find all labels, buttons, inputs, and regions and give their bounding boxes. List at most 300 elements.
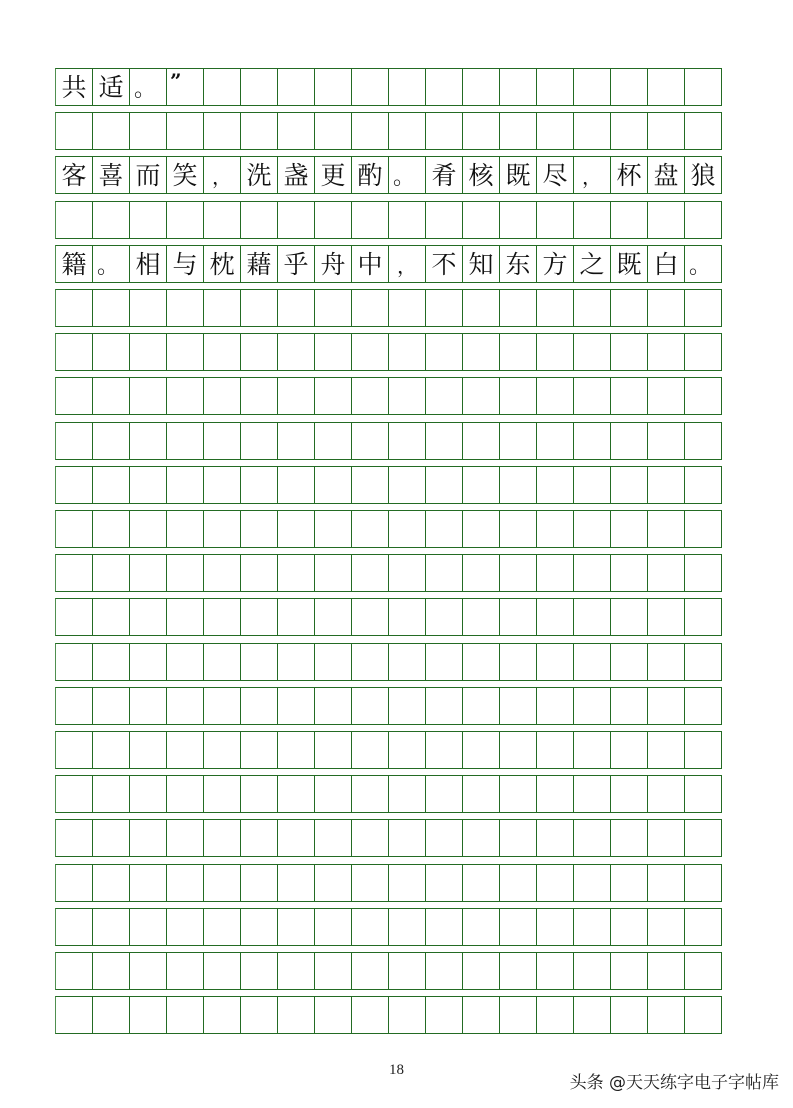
grid-cell: [240, 466, 278, 504]
grid-cell: [573, 201, 611, 239]
grid-row: [55, 775, 739, 813]
grid-cell: [55, 908, 93, 946]
grid-cell: [351, 554, 389, 592]
grid-cell: [55, 422, 93, 460]
grid-cell: [203, 952, 241, 990]
grid-cell: [573, 554, 611, 592]
grid-cell: [647, 510, 685, 548]
grid-cell: [499, 908, 537, 946]
grid-cell: [277, 731, 315, 769]
grid-cell: [462, 289, 500, 327]
grid-cell: [610, 996, 648, 1034]
grid-cell: [610, 333, 648, 371]
grid-cell: [573, 112, 611, 150]
grid-cell: [536, 598, 574, 636]
grid-cell: [573, 377, 611, 415]
grid-cell: [388, 819, 426, 857]
grid-cell: [388, 333, 426, 371]
grid-cell: [277, 819, 315, 857]
grid-cell: [166, 643, 204, 681]
grid-cell: [240, 643, 278, 681]
grid-cell: [536, 687, 574, 725]
grid-cell: [388, 510, 426, 548]
grid-row: [55, 333, 739, 371]
grid-cell: [425, 422, 463, 460]
grid-cell: [277, 908, 315, 946]
grid-cell: [129, 554, 167, 592]
grid-cell: [499, 422, 537, 460]
grid-cell: [203, 377, 241, 415]
grid-cell: 狼: [684, 156, 722, 194]
grid-cell: [425, 598, 463, 636]
grid-cell: [277, 112, 315, 150]
grid-cell: [351, 201, 389, 239]
grid-cell: [425, 996, 463, 1034]
grid-cell: [240, 952, 278, 990]
grid-cell: [314, 466, 352, 504]
grid-cell: [462, 466, 500, 504]
grid-cell: [647, 422, 685, 460]
grid-cell: [314, 819, 352, 857]
grid-cell: [166, 864, 204, 902]
grid-cell: [314, 952, 352, 990]
grid-cell: [203, 68, 241, 106]
grid-cell: [425, 112, 463, 150]
grid-cell: [462, 422, 500, 460]
grid-cell: [388, 952, 426, 990]
grid-cell: [55, 687, 93, 725]
grid-cell: [240, 289, 278, 327]
grid-cell: [425, 908, 463, 946]
grid-cell: [166, 952, 204, 990]
grid-cell: ”: [166, 68, 204, 106]
grid-cell: [610, 112, 648, 150]
grid-cell: [573, 333, 611, 371]
grid-cell: [129, 289, 167, 327]
grid-cell: [240, 112, 278, 150]
grid-cell: [573, 466, 611, 504]
grid-cell: [351, 864, 389, 902]
grid-cell: [388, 731, 426, 769]
grid-cell: [536, 289, 574, 327]
grid-cell: [92, 466, 130, 504]
grid-cell: [684, 643, 722, 681]
grid-cell: [647, 731, 685, 769]
grid-cell: [203, 554, 241, 592]
grid-cell: [462, 908, 500, 946]
grid-cell: [277, 775, 315, 813]
grid-cell: [166, 422, 204, 460]
grid-cell: [536, 201, 574, 239]
grid-cell: [462, 687, 500, 725]
grid-cell: [499, 996, 537, 1034]
grid-cell: ，: [573, 156, 611, 194]
grid-cell: [92, 377, 130, 415]
grid-cell: [425, 333, 463, 371]
watermark: 头条 @天天练字电子字帖库: [569, 1073, 779, 1093]
grid-cell: [166, 466, 204, 504]
grid-cell: [536, 554, 574, 592]
grid-cell: 舟: [314, 245, 352, 283]
grid-cell: [92, 908, 130, 946]
grid-cell: [610, 554, 648, 592]
grid-cell: [351, 289, 389, 327]
grid-cell: [92, 731, 130, 769]
grid-cell: [647, 112, 685, 150]
grid-cell: [314, 554, 352, 592]
grid-cell: [610, 864, 648, 902]
grid-cell: [203, 333, 241, 371]
grid-cell: 。: [92, 245, 130, 283]
grid-row: [55, 112, 739, 150]
grid-cell: [166, 510, 204, 548]
grid-cell: [684, 996, 722, 1034]
grid-cell: 不: [425, 245, 463, 283]
grid-cell: [92, 598, 130, 636]
grid-cell: [647, 864, 685, 902]
grid-cell: [92, 819, 130, 857]
grid-cell: [240, 775, 278, 813]
grid-cell: 客: [55, 156, 93, 194]
grid-cell: [314, 201, 352, 239]
grid-cell: [240, 554, 278, 592]
grid-cell: [240, 68, 278, 106]
grid-row: [55, 731, 739, 769]
grid-cell: [610, 731, 648, 769]
grid-cell: [684, 112, 722, 150]
grid-cell: [129, 510, 167, 548]
grid-cell: [684, 952, 722, 990]
grid-cell: [610, 289, 648, 327]
grid-cell: [462, 201, 500, 239]
grid-cell: [536, 864, 574, 902]
grid-cell: [647, 333, 685, 371]
grid-cell: [55, 996, 93, 1034]
grid-cell: [240, 422, 278, 460]
grid-cell: [499, 952, 537, 990]
grid-cell: [647, 996, 685, 1034]
grid-cell: 。: [684, 245, 722, 283]
grid-cell: [203, 422, 241, 460]
grid-cell: [388, 422, 426, 460]
grid-cell: [499, 819, 537, 857]
grid-cell: 而: [129, 156, 167, 194]
grid-cell: [314, 112, 352, 150]
grid-cell: [166, 201, 204, 239]
grid-cell: [610, 68, 648, 106]
grid-cell: [536, 422, 574, 460]
grid-cell: [684, 598, 722, 636]
grid-cell: [92, 422, 130, 460]
grid-cell: 更: [314, 156, 352, 194]
grid-row: [55, 598, 739, 636]
grid-cell: [314, 908, 352, 946]
grid-cell: [647, 775, 685, 813]
grid-cell: ，: [388, 245, 426, 283]
grid-cell: [388, 908, 426, 946]
grid-cell: 喜: [92, 156, 130, 194]
grid-cell: [684, 466, 722, 504]
grid-cell: [388, 68, 426, 106]
grid-cell: [462, 731, 500, 769]
grid-cell: [240, 996, 278, 1034]
grid-cell: [166, 289, 204, 327]
grid-cell: [499, 731, 537, 769]
grid-cell: 。: [388, 156, 426, 194]
grid-row: [55, 996, 739, 1034]
grid-cell: 既: [610, 245, 648, 283]
grid-cell: [462, 996, 500, 1034]
grid-cell: [166, 908, 204, 946]
grid-cell: [314, 510, 352, 548]
grid-cell: [129, 112, 167, 150]
grid-cell: [425, 643, 463, 681]
grid-cell: 尽: [536, 156, 574, 194]
grid-cell: [92, 510, 130, 548]
grid-cell: [536, 731, 574, 769]
grid-cell: [129, 333, 167, 371]
grid-cell: [462, 68, 500, 106]
grid-cell: [462, 554, 500, 592]
grid-cell: [462, 377, 500, 415]
grid-cell: [203, 510, 241, 548]
grid-cell: [573, 643, 611, 681]
grid-row: [55, 201, 739, 239]
grid-cell: [314, 598, 352, 636]
grid-cell: [499, 68, 537, 106]
grid-cell: [425, 289, 463, 327]
grid-cell: [425, 554, 463, 592]
grid-cell: [499, 775, 537, 813]
grid-cell: [536, 819, 574, 857]
grid-cell: [203, 112, 241, 150]
grid-cell: [388, 112, 426, 150]
grid-cell: [314, 864, 352, 902]
grid-cell: [351, 377, 389, 415]
grid-cell: [277, 68, 315, 106]
grid-cell: [351, 466, 389, 504]
grid-cell: [388, 289, 426, 327]
grid-row: [55, 422, 739, 460]
grid-cell: [425, 377, 463, 415]
grid-cell: [610, 510, 648, 548]
grid-cell: [536, 68, 574, 106]
grid-row: [55, 466, 739, 504]
grid-cell: [425, 68, 463, 106]
grid-cell: [684, 554, 722, 592]
grid-cell: [203, 731, 241, 769]
grid-cell: [573, 908, 611, 946]
grid-cell: [499, 598, 537, 636]
grid-cell: [462, 864, 500, 902]
grid-cell: 籍: [55, 245, 93, 283]
grid-cell: [499, 466, 537, 504]
grid-cell: [647, 952, 685, 990]
grid-cell: [166, 996, 204, 1034]
grid-cell: [536, 908, 574, 946]
grid-cell: [277, 466, 315, 504]
grid-cell: [647, 68, 685, 106]
grid-cell: [684, 201, 722, 239]
grid-cell: [388, 201, 426, 239]
grid-row: [55, 156, 739, 194]
grid-cell: [536, 112, 574, 150]
grid-cell: [573, 598, 611, 636]
grid-cell: [55, 952, 93, 990]
grid-cell: [166, 112, 204, 150]
grid-cell: 方: [536, 245, 574, 283]
grid-row: [55, 908, 739, 946]
grid-cell: 适: [92, 68, 130, 106]
grid-cell: [314, 731, 352, 769]
grid-row: [55, 68, 739, 106]
grid-cell: [388, 466, 426, 504]
grid-cell: [240, 377, 278, 415]
grid-cell: [388, 643, 426, 681]
grid-cell: [684, 775, 722, 813]
grid-cell: [277, 510, 315, 548]
grid-cell: [129, 643, 167, 681]
grid-cell: [499, 112, 537, 150]
grid-cell: [277, 643, 315, 681]
grid-cell: [203, 289, 241, 327]
grid-row: [55, 377, 739, 415]
grid-cell: 洗: [240, 156, 278, 194]
grid-cell: [314, 333, 352, 371]
grid-cell: [684, 864, 722, 902]
grid-cell: [314, 687, 352, 725]
grid-cell: 共: [55, 68, 93, 106]
grid-cell: [166, 333, 204, 371]
grid-cell: [573, 864, 611, 902]
grid-cell: [425, 201, 463, 239]
grid-cell: [647, 466, 685, 504]
grid-cell: [314, 643, 352, 681]
grid-cell: [129, 598, 167, 636]
grid-cell: 相: [129, 245, 167, 283]
grid-cell: [92, 289, 130, 327]
grid-cell: [166, 687, 204, 725]
grid-cell: [203, 996, 241, 1034]
grid-cell: [647, 377, 685, 415]
grid-cell: [92, 952, 130, 990]
grid-cell: [462, 775, 500, 813]
grid-cell: [203, 775, 241, 813]
grid-cell: [573, 731, 611, 769]
grid-cell: 之: [573, 245, 611, 283]
grid-cell: [240, 864, 278, 902]
grid-cell: 酌: [351, 156, 389, 194]
grid-cell: [425, 731, 463, 769]
grid-cell: [277, 422, 315, 460]
grid-cell: [129, 908, 167, 946]
grid-cell: [610, 908, 648, 946]
grid-cell: 东: [499, 245, 537, 283]
grid-cell: [351, 952, 389, 990]
grid-cell: [166, 377, 204, 415]
grid-cell: [573, 68, 611, 106]
grid-cell: [388, 598, 426, 636]
grid-cell: [610, 377, 648, 415]
grid-cell: [351, 775, 389, 813]
grid-cell: [536, 996, 574, 1034]
grid-cell: [425, 864, 463, 902]
grid-cell: [610, 775, 648, 813]
grid-cell: [573, 775, 611, 813]
grid-cell: [684, 819, 722, 857]
grid-cell: [425, 466, 463, 504]
grid-cell: [129, 201, 167, 239]
grid-cell: [684, 731, 722, 769]
grid-cell: [536, 775, 574, 813]
grid-cell: [314, 422, 352, 460]
grid-cell: [351, 510, 389, 548]
grid-cell: [573, 422, 611, 460]
grid-cell: [684, 289, 722, 327]
grid-cell: [351, 908, 389, 946]
grid-cell: [277, 952, 315, 990]
grid-cell: [499, 289, 537, 327]
grid-cell: [92, 333, 130, 371]
grid-cell: [647, 289, 685, 327]
grid-cell: [647, 819, 685, 857]
grid-cell: [240, 510, 278, 548]
grid-row: [55, 687, 739, 725]
grid-cell: [351, 422, 389, 460]
grid-cell: [388, 864, 426, 902]
grid-cell: [277, 598, 315, 636]
grid-cell: [610, 952, 648, 990]
grid-cell: [499, 864, 537, 902]
grid-cell: 笑: [166, 156, 204, 194]
grid-row: [55, 864, 739, 902]
grid-cell: [129, 864, 167, 902]
grid-cell: [351, 643, 389, 681]
grid-cell: [388, 687, 426, 725]
grid-cell: [55, 643, 93, 681]
grid-cell: [92, 996, 130, 1034]
grid-cell: [314, 775, 352, 813]
grid-cell: ，: [203, 156, 241, 194]
grid-cell: [166, 775, 204, 813]
grid-cell: 盏: [277, 156, 315, 194]
grid-cell: [647, 687, 685, 725]
grid-cell: [277, 864, 315, 902]
grid-cell: [499, 377, 537, 415]
grid-cell: 既: [499, 156, 537, 194]
grid-cell: [203, 687, 241, 725]
grid-cell: [203, 864, 241, 902]
grid-cell: [351, 819, 389, 857]
grid-row: [55, 643, 739, 681]
grid-cell: [499, 687, 537, 725]
grid-cell: [203, 201, 241, 239]
grid-cell: [499, 333, 537, 371]
grid-cell: [647, 643, 685, 681]
grid-cell: [240, 819, 278, 857]
grid-row: [55, 952, 739, 990]
grid-cell: [684, 687, 722, 725]
grid-cell: 。: [129, 68, 167, 106]
grid-cell: [610, 643, 648, 681]
grid-row: [55, 819, 739, 857]
grid-cell: [129, 952, 167, 990]
grid-cell: [425, 819, 463, 857]
grid-cell: [388, 996, 426, 1034]
grid-cell: [536, 952, 574, 990]
grid-cell: [92, 112, 130, 150]
grid-row: [55, 554, 739, 592]
